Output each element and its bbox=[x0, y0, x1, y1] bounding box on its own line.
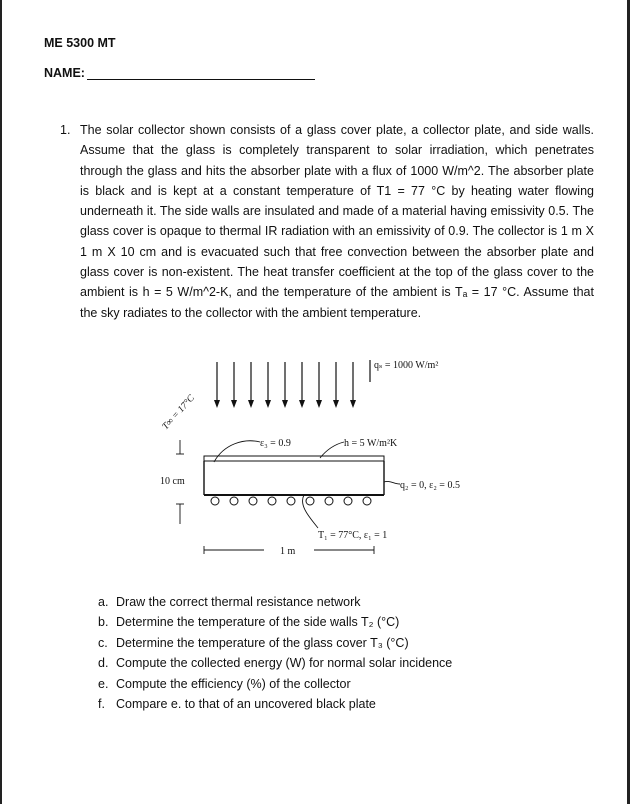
name-field bbox=[44, 66, 315, 80]
absorber-label: T₁ = 77°C, ε₁ = 1 bbox=[318, 530, 388, 541]
flux-label: qₛ = 1000 W/m² bbox=[374, 360, 439, 371]
name-blank-line[interactable] bbox=[87, 67, 315, 80]
width-label: 1 m bbox=[280, 546, 296, 557]
water-tubes bbox=[211, 497, 371, 505]
question-parts bbox=[98, 592, 452, 714]
solar-flux-arrows bbox=[214, 360, 370, 408]
glass-cover bbox=[204, 456, 384, 461]
part-item: b. Determine the temperature of the side walls T₂ (°C) bbox=[98, 615, 400, 630]
side-wall-label: q₂ = 0, ε₂ = 0.5 bbox=[400, 480, 460, 491]
part-item: a. Draw the correct thermal resistance network bbox=[98, 595, 361, 609]
problem-text: The solar collector shown consists of a glass cover plate, a collector plate, and side walls. Assume that the glass is completely transparent to solar irradiation, which penetrates through the glass and hits the absorber plate with a flux of 1000 W/m^2. The absorber plate is black and is kept at a constant temperature of T1 = 77 °C by heating water flowing underneath it. The side walls are insulated and made of a material having emissivity 0.5. The glass cover is opaque to thermal IR radiation with an emissivity of 0.9. The collector is 1 m X 1 m X 10 cm and is evacuated such that free convection between the absorber plate and glass cover is non-existent. The heat transfer coefficient at the top of the glass cover to the ambient is h = 5 W/m^2-K, and the temperature of the ambient is Tₐ = 17 °C. Assume that the sky radiates to the collector with the ambient temperature. bbox=[80, 123, 594, 320]
height-label: 10 cm bbox=[160, 476, 185, 487]
solar-collector-figure bbox=[152, 352, 502, 567]
name-label: NAME: bbox=[44, 66, 85, 80]
sidewall-leader bbox=[384, 481, 400, 484]
h-label: h = 5 W/m²K bbox=[344, 438, 398, 449]
part-item: e. Compute the efficiency (%) of the collector bbox=[98, 676, 351, 691]
part-item: c. Determine the temperature of the glass cover T₃ (°C) bbox=[98, 635, 409, 650]
problem-statement bbox=[60, 120, 594, 323]
part-item: d. Compute the collected energy (W) for normal solar incidence bbox=[98, 656, 453, 671]
problem-number: 1. bbox=[60, 123, 71, 137]
course-title: ME 5300 MT bbox=[44, 36, 116, 50]
ambient-temperature-label: T∞ = 17°C bbox=[160, 393, 197, 433]
part-item: f. Compare e. to that of an uncovered black plate bbox=[98, 697, 376, 712]
glass-emissivity-label: ε₃ = 0.9 bbox=[260, 438, 291, 449]
